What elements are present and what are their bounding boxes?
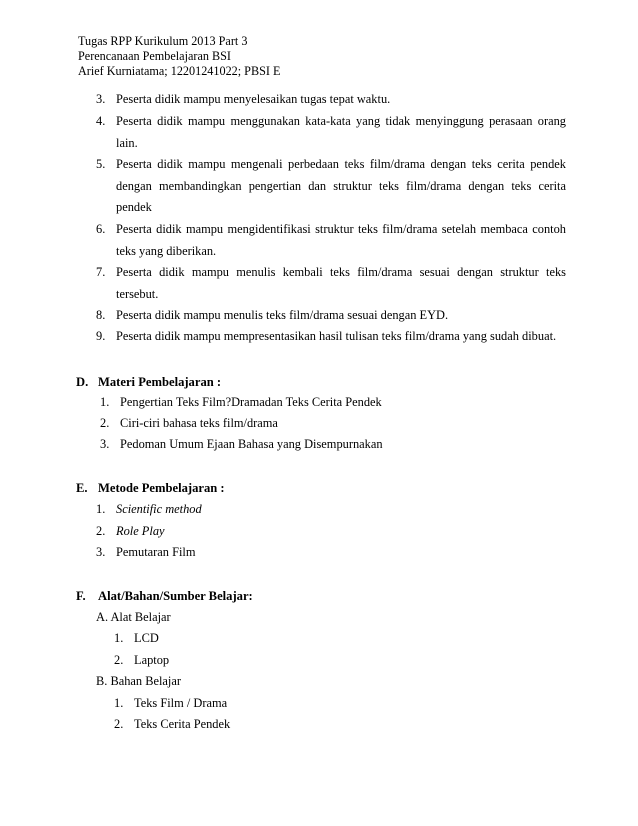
goal-item: 3. Peserta didik mampu menyelesaikan tugas tepat waktu. bbox=[96, 92, 391, 106]
subsection-label-bahan: B. Bahan Belajar bbox=[96, 674, 181, 688]
list-item: 2. Teks Cerita Pendek bbox=[114, 717, 231, 731]
list-item: 1. Scientific method bbox=[96, 502, 202, 516]
goal-item: 4. Peserta didik mampu menggunakan kata-kata yang tidak menyinggung perasaan orang lain. bbox=[96, 114, 566, 150]
header-assignment-title: Tugas RPP Kurikulum 2013 Part 3 bbox=[78, 34, 248, 48]
section-heading-alat: F. Alat/Bahan/Sumber Belajar: bbox=[76, 589, 253, 603]
header-course-name: Perencanaan Pembelajaran BSI bbox=[78, 49, 231, 63]
page-header bbox=[78, 34, 280, 79]
goal-item: 7. Peserta didik mampu menulis kembali teks film/drama sesuai dengan struktur teks tersebut. bbox=[96, 265, 566, 301]
list-item: 2. Laptop bbox=[114, 653, 170, 667]
list-item: 2. Role Play bbox=[96, 524, 165, 538]
subsection-label-alat: A. Alat Belajar bbox=[96, 610, 171, 624]
list-item: 3. Pemutaran Film bbox=[96, 545, 196, 559]
list-item: 1. LCD bbox=[114, 631, 159, 645]
goal-item: 9. Peserta didik mampu mempresentasikan hasil tulisan teks film/drama yang sudah dibuat. bbox=[96, 329, 557, 343]
list-item: 1. Teks Film / Drama bbox=[114, 696, 228, 710]
section-heading-materi: D. Materi Pembelajaran : bbox=[76, 375, 222, 389]
goal-item: 8. Peserta didik mampu menulis teks film/drama sesuai dengan EYD. bbox=[96, 308, 449, 322]
section-heading-metode: E. Metode Pembelajaran : bbox=[76, 481, 225, 495]
list-item: 3. Pedoman Umum Ejaan Bahasa yang Disempurnakan bbox=[100, 437, 383, 451]
goal-item: 6. Peserta didik mampu mengidentifikasi struktur teks film/drama setelah membaca contoh teks yang diberikan. bbox=[96, 222, 566, 258]
list-item: 1. Pengertian Teks Film?Dramadan Teks Cerita Pendek bbox=[100, 395, 382, 409]
header-author-info: Arief Kurniatama; 12201241022; PBSI E bbox=[78, 64, 281, 78]
list-item: 2. Ciri-ciri bahasa teks film/drama bbox=[100, 416, 278, 430]
goal-item: 5. Peserta didik mampu mengenali perbedaan teks film/drama dengan teks cerita pendek dengan membandingkan pengertian dan struktur teks film/drama dengan teks cerita pendek bbox=[96, 157, 566, 214]
